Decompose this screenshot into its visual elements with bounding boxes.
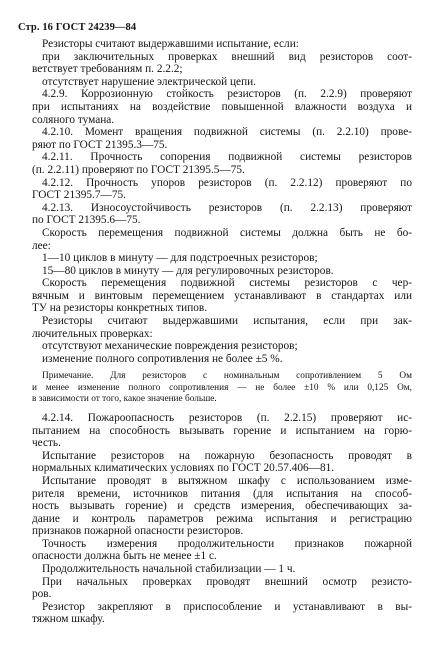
text-line: Резисторы считают выдержавшими испытания, если при зак- [42, 315, 412, 328]
text-line: При начальных проверках проводят внешний осмотр резисто- [42, 575, 412, 588]
text-line: честь. [32, 437, 61, 450]
paragraph [32, 265, 412, 278]
text-line: тяжном шкафу. [32, 613, 105, 626]
paragraph [32, 340, 412, 353]
text-line: Резистор закрепляют в приспособление и устанавливают в вы- [42, 600, 412, 613]
paragraph [32, 601, 412, 626]
paragraph [32, 252, 412, 265]
text-line: изменение полного сопротивления не более ±5 %. [42, 352, 283, 365]
text-line: пытанием на способность вызывать горение и испытанием на горю- [32, 424, 412, 437]
text-line: при заключительных проверках внешний вид резисторов соот- [42, 50, 412, 63]
paragraph [32, 353, 412, 366]
text-line: 4.2.12. Прочность упоров резисторов (п. 2.2.12) проверяют по [42, 176, 412, 189]
note-paragraph [32, 371, 412, 406]
text-line: лее: [32, 239, 51, 252]
text-line: 4.2.10. Момент вращения подвижной системы (п. 2.2.10) прове- [42, 126, 412, 139]
note-line: Примечание. Для резисторов с номинальным сопротивлением 5 Ом [42, 371, 412, 382]
paragraph [32, 177, 412, 202]
paragraph [32, 38, 412, 51]
paragraph [32, 475, 412, 538]
text-line: ГОСТ 21395.7—75. [32, 189, 126, 202]
text-line: 1—10 циклов в минуту — для подстроечных резисторов; [42, 252, 318, 265]
text-line: 15—80 циклов в минуту — для регулировочных резисторов. [42, 264, 334, 277]
text-line: ветствует требованиям п. 2.2.2; [32, 63, 183, 76]
body-text [32, 38, 412, 626]
text-line: рителя времени, источников питания (для испытания на способ- [32, 487, 412, 500]
text-line: при испытаниях на воздействие повышенной влажности воздуха и [32, 100, 412, 113]
text-line: Испытание проводят в вытяжном шкафу с использованием изме- [42, 474, 412, 487]
text-line: Точность измерения продолжительности признаков пожарной [42, 537, 412, 550]
paragraph [32, 315, 412, 340]
note-line: в зависимости от того, какое значение больше. [32, 394, 217, 405]
text-line: ность вызывать горение) и средств измерения, обеспечивающих за- [32, 500, 412, 513]
paragraph [32, 227, 412, 252]
text-line: ТУ на резисторы конкретных типов. [32, 302, 208, 315]
paragraph [32, 412, 412, 450]
text-line: отсутствуют механические повреждения резисторов; [42, 340, 298, 353]
text-line: Скорость перемещения подвижной системы должна быть не бо- [42, 226, 412, 239]
text-line: признаков пожарной опасности резисторов. [32, 525, 244, 538]
text-line: вячным и винтовым перемещением устанавливают в стандартах или [32, 289, 412, 302]
page-header: Стр. 16 ГОСТ 24239—84 [18, 22, 137, 33]
paragraph [32, 576, 412, 601]
paragraph [32, 76, 412, 89]
text-line: соляного тумана. [32, 113, 115, 126]
text-line: Резисторы считают выдержавшими испытание, если: [42, 38, 299, 50]
text-line: 4.2.11. Прочность сопорения подвижной системы резисторов [42, 151, 412, 164]
paragraph [32, 202, 412, 227]
paragraph [32, 126, 412, 151]
text-line: (п. 2.2.11) проверяют по ГОСТ 21395.5—75. [32, 163, 245, 176]
text-line: ров. [32, 588, 52, 601]
paragraph [32, 51, 412, 76]
text-line: Испытание резисторов на пожарную безопасность проводят в [42, 449, 412, 462]
text-line: дание и контроль параметров режима испытания и регистрацию [32, 512, 412, 525]
text-line: 4.2.13. Износоустойчивость резисторов (п. 2.2.13) проверяют [42, 201, 412, 214]
note-line: и менее изменение полного сопротивления — не более ±10 % или 0,125 Ом, [32, 382, 412, 393]
text-line: Скорость перемещения подвижной системы резисторов с чер- [42, 277, 412, 290]
text-line: ряют по ГОСТ 21395.3—75. [32, 138, 168, 151]
text-line: 4.2.14. Пожароопасность резисторов (п. 2.2.15) проверяют ис- [42, 411, 412, 424]
text-line: по ГОСТ 21395.6—75. [32, 214, 141, 227]
text-line: нормальных климатических условиях по ГОСТ 20.57.406—81. [32, 462, 335, 475]
text-line: Продолжительность начальной стабилизации — 1 ч. [42, 563, 296, 576]
text-line: опасности должна быть не менее ±1 с. [32, 550, 217, 563]
text-line: отсутствует нарушение электрической цепи. [42, 75, 256, 88]
paragraph [32, 151, 412, 176]
paragraph [32, 563, 412, 576]
paragraph [32, 538, 412, 563]
text-line: лючительных проверках: [32, 327, 153, 340]
text-line: 4.2.9. Коррозионную стойкость резисторов (п. 2.2.9) проверяют [42, 88, 412, 101]
paragraph [32, 88, 412, 126]
paragraph [32, 277, 412, 315]
paragraph [32, 450, 412, 475]
